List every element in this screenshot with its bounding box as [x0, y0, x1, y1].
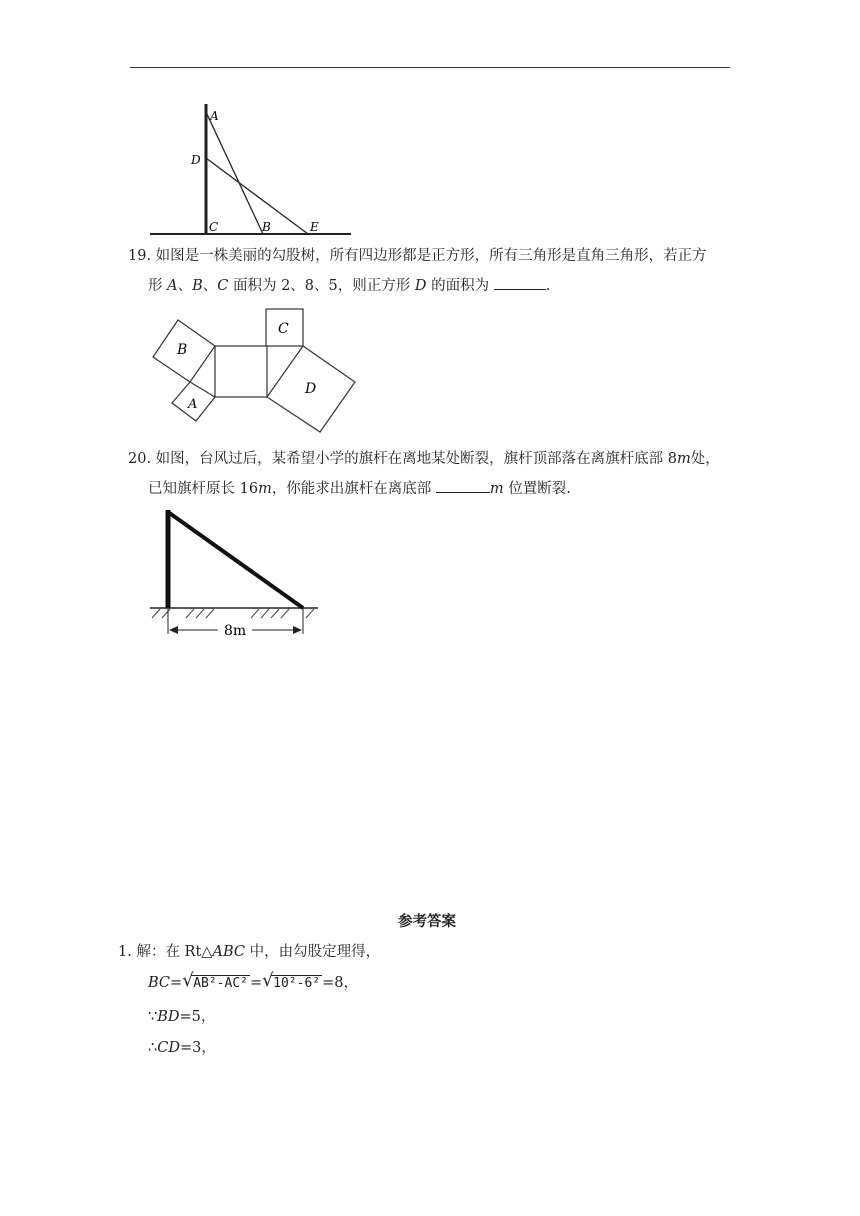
q20-unit-3: m	[489, 481, 504, 497]
fig19-label-a: A	[188, 397, 198, 412]
q19-d: D	[414, 278, 427, 294]
dim-arrow-left	[169, 626, 178, 634]
figure-18	[148, 100, 358, 240]
radicand-2: 10²-6²	[273, 976, 321, 991]
q19-c: C	[217, 278, 229, 294]
figure-19	[148, 304, 360, 438]
q20-text-line1: 如图，台风过后，某希望小学的旗杆在离地某处断裂，旗杆顶部落在离旗杆底部 8	[155, 451, 678, 467]
answer-1-text2: 中，由勾股定理得，	[249, 944, 381, 960]
therefore-symbol: ∴	[148, 1040, 158, 1056]
q19-text-pre: 形	[148, 278, 163, 294]
q20-answer-blank[interactable]	[436, 478, 490, 493]
q19-b: B	[192, 278, 203, 294]
label-c: C	[209, 220, 219, 234]
q20-number: 20.	[128, 451, 152, 467]
q20-line2	[148, 474, 571, 504]
label-d: D	[191, 153, 201, 167]
q19-text-mid: 面积为 2、8、5，则正方形	[232, 278, 411, 294]
center-square	[215, 346, 267, 397]
answers-title: 参考答案	[398, 914, 456, 930]
q20-unit-1: m	[677, 451, 691, 467]
dim-label: 8m	[224, 623, 247, 639]
q20-text-mid: ，你能求出旗杆在离底部	[271, 481, 432, 497]
ladder-ab	[206, 112, 263, 234]
radical-1: √ AB²-AC²	[182, 970, 248, 991]
answer-1-number: 1.	[118, 944, 132, 960]
because-symbol: ∵	[148, 1009, 158, 1025]
q19-line1	[128, 241, 707, 271]
answer-bc: BC	[148, 975, 171, 991]
answer-eq2: =	[249, 975, 263, 991]
radicand-1: AB²-AC²	[193, 976, 248, 991]
fig19-label-c: C	[278, 321, 289, 337]
answer-1-line4	[148, 1033, 216, 1063]
q20-unit-2: m	[258, 481, 272, 497]
q19-number: 19.	[128, 248, 152, 264]
answer-eq1: =	[170, 975, 183, 991]
q20-text-pre: 已知旗杆原长 16	[148, 481, 259, 497]
answer-1-line1	[118, 937, 380, 967]
q19-text-line1: 如图是一株美丽的勾股树，所有四边形都是正方形，所有三角形是直角三角形，若正方	[155, 248, 707, 264]
q19-a: A	[167, 278, 178, 294]
answer-1-line2	[148, 968, 358, 999]
answer-cd-val: =3，	[179, 1040, 216, 1056]
header-rule	[130, 67, 730, 68]
q20-text-post: 位置断裂.	[508, 481, 571, 497]
figure-20	[146, 506, 322, 640]
q20-line1	[128, 444, 720, 474]
q20-text-line1-end: 处，	[690, 451, 720, 467]
radical-2: √ 10²-6²	[262, 970, 321, 991]
ground-hatching	[152, 609, 314, 618]
answer-1-text1: 解：在 Rt△	[136, 944, 213, 960]
answer-cd: CD	[157, 1040, 180, 1056]
fig19-label-d: D	[305, 381, 317, 397]
pole-fallen	[168, 512, 303, 608]
label-b: B	[262, 220, 271, 234]
answer-bd: BD	[157, 1009, 180, 1025]
label-e: E	[310, 220, 319, 234]
q19-line2	[148, 271, 550, 301]
q19-text-post: 的面积为	[431, 278, 490, 294]
answer-bc-result: =8，	[322, 975, 358, 991]
label-a: A	[210, 109, 219, 123]
fig19-label-b: B	[177, 342, 188, 358]
answer-1-line3	[148, 1002, 215, 1032]
q19-sep1: 、	[177, 278, 193, 294]
q19-answer-blank[interactable]	[494, 275, 546, 290]
q19-text-end: .	[545, 278, 551, 294]
dim-arrow-right	[293, 626, 302, 634]
q19-sep2: 、	[202, 278, 218, 294]
answer-bd-val: =5，	[179, 1009, 216, 1025]
answer-1-abc: ABC	[212, 944, 245, 960]
